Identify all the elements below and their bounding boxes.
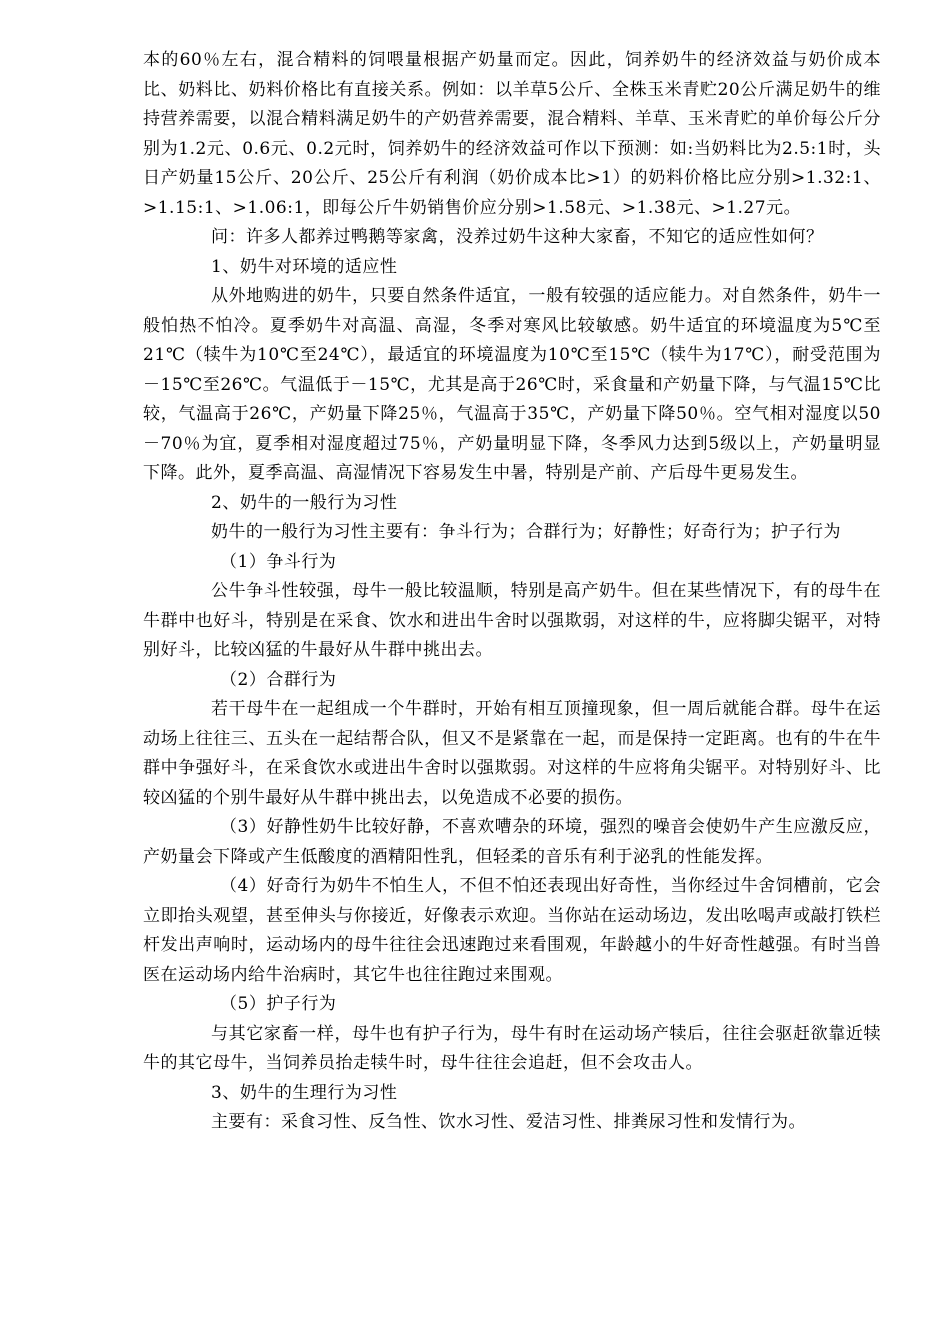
paragraph-physiological-behavior: 主要有：采食习性、反刍性、饮水习性、爱洁习性、排粪尿习性和发情行为。 [211,1112,806,1132]
paragraph-question: 问：许多人都养过鸭鹅等家禽，没养过奶牛这种大家畜，不知它的适应性如何？ [211,227,824,247]
paragraph-general-behavior: 奶牛的一般行为习性主要有：争斗行为；合群行为；好静性；好奇行为；护子行为 [211,522,841,542]
document-body [143,46,881,1138]
paragraph-calf-protection: 与其它家畜一样，母牛也有护子行为，母牛有时在运动场产犊后，往往会驱赶欲靠近犊牛的其它母牛，当饲养员抬走犊牛时，母牛往往会追赶，但不会攻击人。 [143,1023,881,1073]
subheading-herding: （2）合群行为 [220,669,337,690]
subheading-calf-protection: （5）护子行为 [220,994,337,1014]
heading-physiological-behavior: 3、奶牛的生理行为习性 [211,1082,398,1103]
heading-environment-adaptability: 1、奶牛对环境的适应性 [211,256,398,277]
paragraph-fighting: 公牛争斗性较强，母牛一般比较温顺，特别是高产奶牛。但在某些情况下，有的母牛在牛群中也好斗，特别是在采食、饮水和进出牛舍时以强欺弱，对这样的牛，应将脚尖锯平，对特别好斗，比较凶猛的牛最好从牛群中挑出去。 [143,581,881,660]
paragraph-herding: 若干母牛在一起组成一个牛群时，开始有相互顶撞现象，但一周后就能合群。母牛在运动场上往往三、五头在一起结帮合队，但又不是紧靠在一起，而是保持一定距离。也有的牛在牛群中争强好斗，在采食饮水或进出牛舍时以强欺弱。对这样的牛应将角尖锯平。对特别好斗、比较凶猛的个别牛最好从牛群中挑出去，以免造成不必要的损伤。 [143,699,881,808]
paragraph-feed-economics: 本的60％左右，混合精料的饲喂量根据产奶量而定。因此，饲养奶牛的经济效益与奶价成本比、奶料比、奶料价格比有直接关系。例如：以羊草5公斤、全株玉米青贮20公斤满足奶牛的维持营养需要，以混合精料满足奶牛的产奶营养需要，混合精料、羊草、玉米青贮的单价每公斤分别为1.2元、0.6元、0.2元时，饲养奶牛的经济效益可作以下预测：如:当奶料比为2.5:1时，头日产奶量15公斤、20公斤、25公斤有利润（奶价成本比>1）的奶料价格比应分别>1.32:1、>1.15:1、>1.06:1，即每公斤牛奶销售价应分别>1.58元、>1.38元、>1.27元。 [143,50,881,218]
subheading-fighting: （1）争斗行为 [220,551,337,572]
paragraph-quietness: （3）好静性奶牛比较好静，不喜欢嘈杂的环境，强烈的噪音会使奶牛产生应激反应，产奶量会下降或产生低酸度的酒精阳性乳，但轻柔的音乐有利于泌乳的性能发挥。 [143,817,881,867]
heading-general-behavior: 2、奶牛的一般行为习性 [211,492,398,513]
paragraph-curiosity: （4）好奇行为奶牛不怕生人，不但不怕还表现出好奇性，当你经过牛舍饲槽前，它会立即抬头观望，甚至伸头与你接近，好像表示欢迎。当你站在运动场边，发出吆喝声或敲打铁栏杆发出声响时，运动场内的母牛往往会迅速跑过来看围观，年龄越小的牛好奇性越强。有时当兽医在运动场内给牛治病时，其它牛也往往跑过来围观。 [143,876,881,985]
paragraph-environment: 从外地购进的奶牛，只要自然条件适宜，一般有较强的适应能力。对自然条件，奶牛一般怕热不怕冷。夏季奶牛对高温、高湿，冬季对寒风比较敏感。奶牛适宜的环境温度为5℃至21℃（犊牛为10℃至24℃），最适宜的环境温度为10℃至15℃（犊牛为17℃），耐受范围为－15℃至26℃。气温低于－15℃，尤其是高于26℃时，采食量和产奶量下降，与气温15℃比较，气温高于26℃，产奶量下降25％，气温高于35℃，产奶量下降50％。空气相对湿度以50－70％为宜，夏季相对湿度超过75％，产奶量明显下降，冬季风力达到5级以上，产奶量明显下降。此外，夏季高温、高湿情况下容易发生中暑，特别是产前、产后母牛更易发生。 [143,286,881,483]
